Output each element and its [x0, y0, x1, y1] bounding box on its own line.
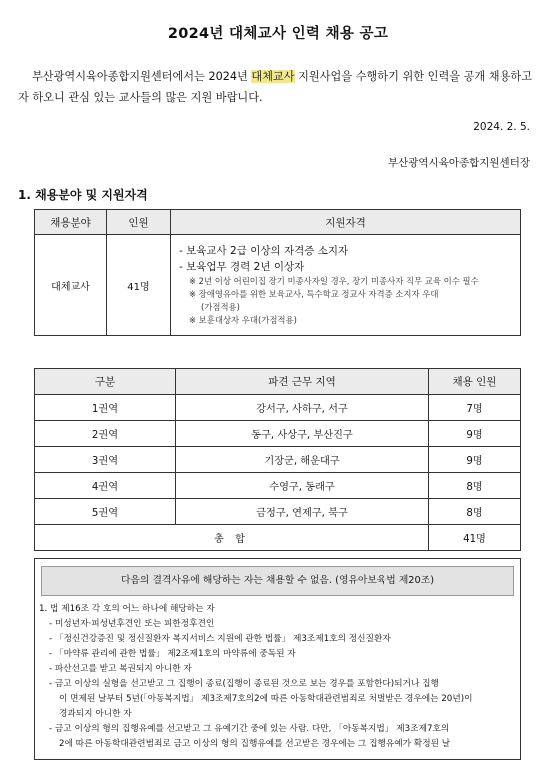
header-zone: 구분 — [35, 369, 176, 395]
organization-name: 부산광역시육아종합지원센터장 — [387, 157, 530, 169]
qualification-cell — [171, 235, 521, 336]
qualification-note-3: ※ 보훈대상자 우대(가점적용) — [189, 315, 297, 325]
hire-count-cell: 8명 — [429, 499, 521, 525]
total-row — [35, 525, 521, 551]
zone-cell: 1권역 — [35, 395, 176, 421]
qualification-note-2-cont: (가점적용) — [201, 302, 240, 312]
section-1-title: 1. 채용분야 및 지원자격 — [18, 188, 148, 202]
qualification-note-1: ※ 2년 이상 어린이집 장기 미종사자일 경우, 장기 미종사자 직무 교육 이수 필수 — [189, 276, 479, 286]
announcement-date: 2024. 2. 5. — [473, 121, 530, 133]
hire-count-cell: 7명 — [429, 395, 521, 421]
qualification-note-2: ※ 장애영유아를 위한 보육교사, 특수학교 정교사 자격증 소지자 우대 — [189, 289, 439, 299]
area-cell: 강서구, 사하구, 서구 — [176, 395, 429, 421]
intro-highlight: 대체교사 — [251, 70, 295, 83]
table-row — [35, 499, 521, 525]
qualification-2: - 보육업무 경력 2년 이상자 — [179, 261, 305, 273]
header-count: 인원 — [107, 210, 171, 235]
hire-count-cell: 8명 — [429, 473, 521, 499]
disqualification-box — [34, 558, 521, 760]
area-cell: 기장군, 해운대구 — [176, 447, 429, 473]
header-area: 파견 근무 지역 — [176, 369, 429, 395]
list-item-continuation: 이 면제된 날부터 5년(「아동복지법」 제3조제7호의2에 따른 아동학대관련범죄로 처벌받은 경우에는 20년)이 — [59, 694, 473, 704]
count-cell: 41명 — [107, 235, 171, 336]
zone-cell: 4권역 — [35, 473, 176, 499]
disqualification-list — [35, 602, 520, 752]
area-cell: 수영구, 동래구 — [176, 473, 429, 499]
list-item: - 「마약류 관리에 관한 법률」 제2조제1호의 마약류에 중독된 자 — [49, 649, 296, 659]
zone-cell: 3권역 — [35, 447, 176, 473]
recruit-row — [35, 235, 521, 336]
header-field: 채용분야 — [35, 210, 107, 235]
field-cell: 대체교사 — [35, 235, 107, 336]
region-table-header — [35, 369, 521, 395]
zone-cell: 2권역 — [35, 421, 176, 447]
area-cell: 동구, 사상구, 부산진구 — [176, 421, 429, 447]
hire-count-cell: 9명 — [429, 447, 521, 473]
list-item-continuation: 2에 따른 아동학대관련범죄로 금고 이상의 형의 집행유예를 선고받은 경우에는 그 집행유예가 확정된 날 — [59, 739, 451, 749]
table-row — [35, 421, 521, 447]
recruit-table — [34, 209, 521, 336]
list-item: - 미성년자·피성년후견인 또는 피한정후견인 — [49, 619, 215, 629]
table-row — [35, 395, 521, 421]
list-item: 1. 법 제16조 각 호의 어느 하나에 해당하는 자 — [39, 604, 215, 614]
area-cell: 금정구, 연제구, 북구 — [176, 499, 429, 525]
page-title: 2024년 대체교사 인력 채용 공고 — [167, 26, 389, 42]
intro-paragraph — [18, 66, 538, 108]
recruit-table-header — [35, 210, 521, 235]
intro-text-1: 부산광역시육아종합지원센터에서는 2024년 — [32, 70, 252, 83]
disqualification-header: 다음의 결격사유에 해당하는 자는 채용할 수 없음. (영유아보육법 제20조) — [41, 566, 514, 596]
list-item: - 파산선고를 받고 복권되지 아니한 자 — [49, 664, 192, 674]
header-qualification: 지원자격 — [171, 210, 521, 235]
table-row — [35, 473, 521, 499]
total-count: 41명 — [429, 525, 521, 551]
zone-cell: 5권역 — [35, 499, 176, 525]
header-hire-count: 채용 인원 — [429, 369, 521, 395]
region-table — [34, 368, 521, 551]
qualification-1: - 보육교사 2급 이상의 자격증 소지자 — [179, 245, 349, 257]
list-item: - 금고 이상의 형의 집행유예를 선고받고 그 유예기간 중에 있는 사람. 다만, 「아동복지법」 제3조제7호의 — [49, 724, 450, 734]
hire-count-cell: 9명 — [429, 421, 521, 447]
total-label: 총 합 — [35, 525, 429, 551]
table-row — [35, 447, 521, 473]
list-item-continuation: 경과되지 아니한 자 — [59, 709, 132, 719]
list-item: - 금고 이상의 실형을 선고받고 그 집행이 종료(집행이 종료된 것으로 보는 경우를 포함한다)되거나 집행 — [49, 679, 439, 689]
list-item: - 「정신건강증진 및 정신질환자 복지서비스 지원에 관한 법률」 제3조제1호의 정신질환자 — [49, 634, 391, 644]
intro-text-2: 지원사업을 수행하기 위한 인력을 공개 채용하고자 하오니 관심 있는 교사들의 많은 지원 바랍니다. — [18, 70, 533, 104]
